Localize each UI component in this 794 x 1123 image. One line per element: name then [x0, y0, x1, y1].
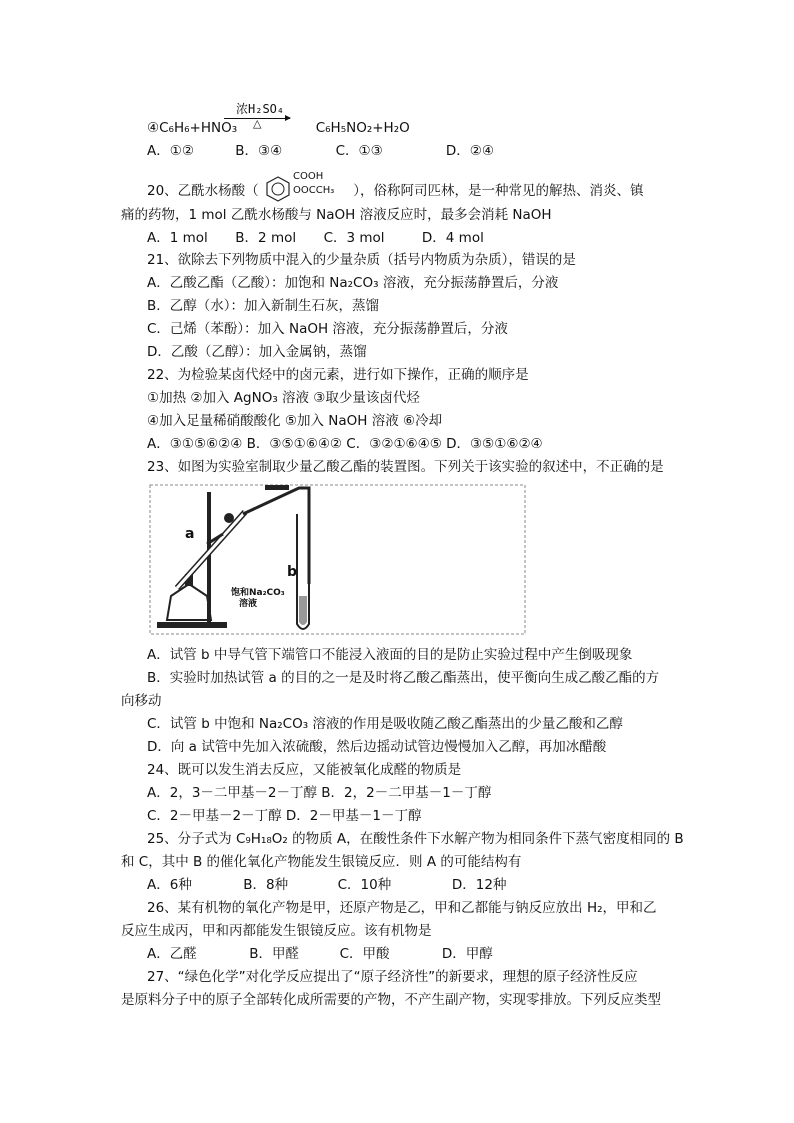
q24-options-2: C．2－甲基－2－丁醇 D．2－甲基－1－丁醇: [147, 808, 422, 824]
q23-stem: 23、如图为实验室制取少量乙酸乙酯的装置图。下列关于该实验的叙述中，不正确的是: [147, 459, 664, 475]
option-d: D．12种: [451, 877, 507, 893]
reaction-equation: [147, 118, 410, 138]
q20-suffix: ），俗称阿司匹林，是一种常见的解热、消炎、镇: [353, 183, 644, 199]
q25-options: [147, 875, 506, 895]
q25-line2: 和 C，其中 B 的催化氧化产物能发生银镜反应．则 A 的可能结构有: [121, 854, 522, 870]
option-b: B．2 mol: [235, 230, 297, 246]
q26-options: [147, 944, 493, 964]
q22-ops2: ④加入足量稀硝酸酸化 ⑤加入 NaOH 溶液 ⑥冷却: [147, 413, 443, 429]
option-a: A．乙醛: [147, 946, 197, 962]
q20-options: [147, 228, 484, 248]
q21-option-a: A．乙酸乙酯（乙酸）：加饱和 Na₂CO₃ 溶液，充分振荡静置后，分液: [147, 275, 559, 291]
option-a: A．6种: [147, 877, 192, 893]
option-a: A．1 mol: [147, 230, 208, 246]
q23-option-a: A．试管 b 中导气管下端管口不能浸入液面的目的是防止实验过程中产生倒吸现象: [147, 647, 633, 663]
q20-stem: [147, 171, 644, 201]
option-d: D．4 mol: [421, 230, 484, 246]
option-d: D．甲醇: [441, 946, 493, 962]
q21-stem: 21、欲除去下列物质中混入的少量杂质（括号内物质为杂质），错误的是: [147, 252, 576, 268]
option-c: C．3 mol: [323, 230, 385, 246]
structure-cooh: COOH: [292, 171, 324, 182]
structure-formula: [263, 171, 349, 201]
reaction-reactant: ④C₆H₆+HNO₃: [147, 120, 238, 136]
q21-option-b: B．乙醇（水）：加入新制生石灰，蒸馏: [147, 298, 380, 314]
q22-ops1: ①加热 ②加入 AgNO₃ 溶液 ③取少量该卤代烃: [147, 390, 420, 406]
q21-option-d: D．乙酸（乙醇）：加入金属钠，蒸馏: [147, 344, 367, 360]
apparatus-drawing: [149, 484, 544, 636]
q23-option-b-cont: 向移动: [121, 693, 162, 709]
option-d: D．②④: [445, 143, 494, 159]
apparatus-diagram: [149, 484, 544, 636]
q22-options: A．③①⑤⑥②④ B．③⑤①⑥④② C．③②①⑥④⑤ D．③⑤①⑥②④: [147, 436, 543, 452]
q26-line2: 反应生成丙，甲和丙都能发生银镜反应。该有机物是: [121, 923, 432, 939]
structure-oocch3: OOCCH₃: [292, 185, 335, 196]
option-a: A．①②: [147, 143, 194, 159]
q22-stem: 22、为检验某卤代烃中的卤元素，进行如下操作，正确的顺序是: [147, 367, 529, 383]
q20-line2: 痛的药物，1 mol 乙酰水杨酸与 NaOH 溶液反应时，最多会消耗 NaOH: [121, 207, 552, 223]
option-c: C．10种: [337, 877, 392, 893]
q20-prefix: 20、乙酰水杨酸（: [147, 183, 259, 199]
q27-line2: 是原料分子中的原子全部转化成所需要的产物，不产生副产物，实现零排放。下列反应类型: [121, 992, 661, 1008]
label-a: a: [185, 526, 195, 542]
q23-option-c: C．试管 b 中饱和 Na₂CO₃ 溶液的作用是吸收随乙酸乙酯蒸出的少量乙酸和乙醇: [147, 716, 623, 732]
reaction-reagent: 浓H₂SO₄: [236, 102, 285, 116]
q24-options-1: A．2，3－二甲基－2－丁醇 B．2，2－二甲基－1－丁醇: [147, 785, 492, 801]
label-solution-line2: 溶液: [239, 599, 258, 609]
option-b: B．③④: [235, 143, 283, 159]
q25-line1: 25、分子式为 C₉H₁₈O₂ 的物质 A，在酸性条件下水解产物为相同条件下蒸气密度相同的 B: [147, 831, 684, 847]
reaction-product: C₆H₅NO₂+H₂O: [315, 120, 410, 136]
q27-line1: 27、“绿色化学”对化学反应提出了“原子经济性”的新要求，理想的原子经济性反应: [147, 969, 638, 985]
option-c: C．①③: [335, 143, 383, 159]
option-c: C．甲酸: [339, 946, 390, 962]
option-b: B．甲醛: [249, 946, 300, 962]
label-solution-line1: 饱和Na₂CO₃: [231, 588, 285, 598]
reaction-condition: △: [253, 117, 262, 130]
option-b: B．8种: [243, 877, 289, 893]
q23-option-b: B．实验时加热试管 a 的目的之一是及时将乙酸乙酯蒸出，使平衡向生成乙酸乙酯的方: [147, 670, 660, 686]
label-b: b: [287, 564, 298, 580]
label-solution: [231, 588, 285, 610]
q19-options: [147, 141, 494, 161]
q26-line1: 26、某有机物的氧化产物是甲，还原产物是乙，甲和乙都能与钠反应放出 H₂，甲和乙: [147, 900, 657, 916]
q24-stem: 24、既可以发生消去反应，又能被氧化成醛的物质是: [147, 762, 462, 778]
q23-option-d: D．向 a 试管中先加入浓硫酸，然后边摇动试管边慢慢加入乙醇，再加冰醋酸: [147, 739, 607, 755]
benzene-ring-icon: [265, 175, 291, 203]
q21-option-c: C．己烯（苯酚）：加入 NaOH 溶液，充分振荡静置后，分液: [147, 321, 508, 337]
